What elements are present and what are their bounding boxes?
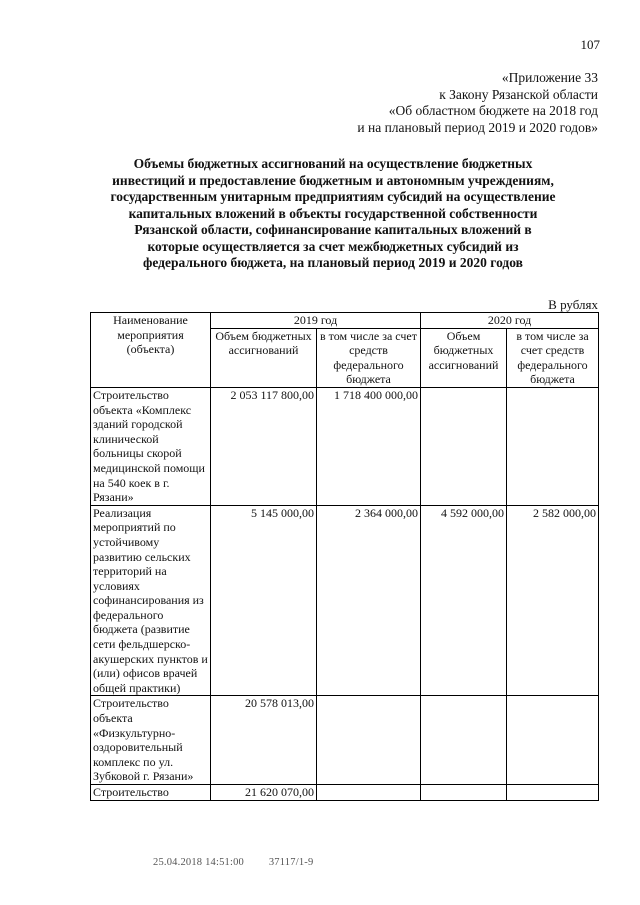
row-volume-2019: 5 145 000,00	[211, 505, 317, 696]
document-title	[78, 156, 588, 272]
row-name: Строительство объекта «Физкультурно-оздоровительный комплекс по ул. Зубковой г. Рязани»	[91, 696, 211, 785]
title-line: капитальных вложений в объекты государственной собственности	[128, 205, 538, 221]
row-name: Реализация мероприятий по устойчивому развитию сельских территорий на условиях софинансирования из федерального бюджета (развитие сети фельдшерско-акушерских пунктов и (или) офисов врачей общей практики)	[91, 505, 211, 696]
title-line: которые осуществляется за счет межбюджетных субсидий из	[147, 238, 519, 254]
row-volume-2019: 20 578 013,00	[211, 696, 317, 785]
title-line: Объемы бюджетных ассигнований на осуществление бюджетных	[133, 156, 533, 171]
row-name: Строительство объекта «Комплекс зданий городской клинической больницы скорой медицинской помощи на 540 коек в г. Рязани»	[91, 387, 211, 505]
row-volume-2020	[421, 696, 507, 785]
row-federal-2019: 1 718 400 000,00	[317, 387, 421, 505]
header-federal-2019: в том числе за счет средств федерального бюджета	[317, 328, 421, 387]
title-line: федерального бюджета, на плановый период 2019 и 2020 годов	[143, 255, 523, 270]
header-name: Наименование мероприятия (объекта)	[91, 313, 211, 388]
row-name: Строительство	[91, 785, 211, 801]
budget-table	[90, 312, 599, 801]
title-line: государственным унитарным предприятиям субсидий на осуществление	[110, 189, 556, 204]
row-federal-2020	[507, 387, 599, 505]
header-year-2020: 2020 год	[421, 313, 599, 329]
row-federal-2019	[317, 785, 421, 801]
currency-note: В рублях	[548, 297, 598, 312]
row-federal-2020: 2 582 000,00	[507, 505, 599, 696]
header-federal-2020: в том числе за счет средств федерального бюджета	[507, 328, 599, 387]
page-number: 107	[580, 37, 600, 52]
row-federal-2019	[317, 696, 421, 785]
appendix-header	[357, 70, 598, 136]
header-volume-2019: Объем бюджетных ассигнований	[211, 328, 317, 387]
header-year-2019: 2019 год	[211, 313, 421, 329]
footer-stamp	[153, 857, 335, 868]
table-row	[91, 696, 599, 785]
appendix-line: «Приложение 33	[501, 70, 598, 85]
row-federal-2020	[507, 785, 599, 801]
appendix-line: и на плановый период 2019 и 2020 годов»	[357, 119, 598, 135]
footer-doc-code: 37117/1-9	[268, 857, 314, 868]
title-line: Рязанской области, софинансирование капитальных вложений в	[134, 222, 532, 237]
row-volume-2019: 21 620 070,00	[211, 785, 317, 801]
header-volume-2020: Объем бюджетных ассигнований	[421, 328, 507, 387]
table-header-row	[91, 313, 599, 329]
table-row	[91, 505, 599, 696]
footer-timestamp: 25.04.2018 14:51:00	[153, 857, 245, 868]
row-federal-2019: 2 364 000,00	[317, 505, 421, 696]
row-volume-2020	[421, 387, 507, 505]
table-row	[91, 387, 599, 505]
row-volume-2020: 4 592 000,00	[421, 505, 507, 696]
appendix-line: к Закону Рязанской области	[439, 86, 598, 102]
table-row	[91, 785, 599, 801]
row-federal-2020	[507, 696, 599, 785]
row-volume-2019: 2 053 117 800,00	[211, 387, 317, 505]
title-line: инвестиций и предоставление бюджетным и автономным учреждениям,	[112, 172, 554, 188]
row-volume-2020	[421, 785, 507, 801]
appendix-line: «Об областном бюджете на 2018 год	[388, 103, 598, 118]
